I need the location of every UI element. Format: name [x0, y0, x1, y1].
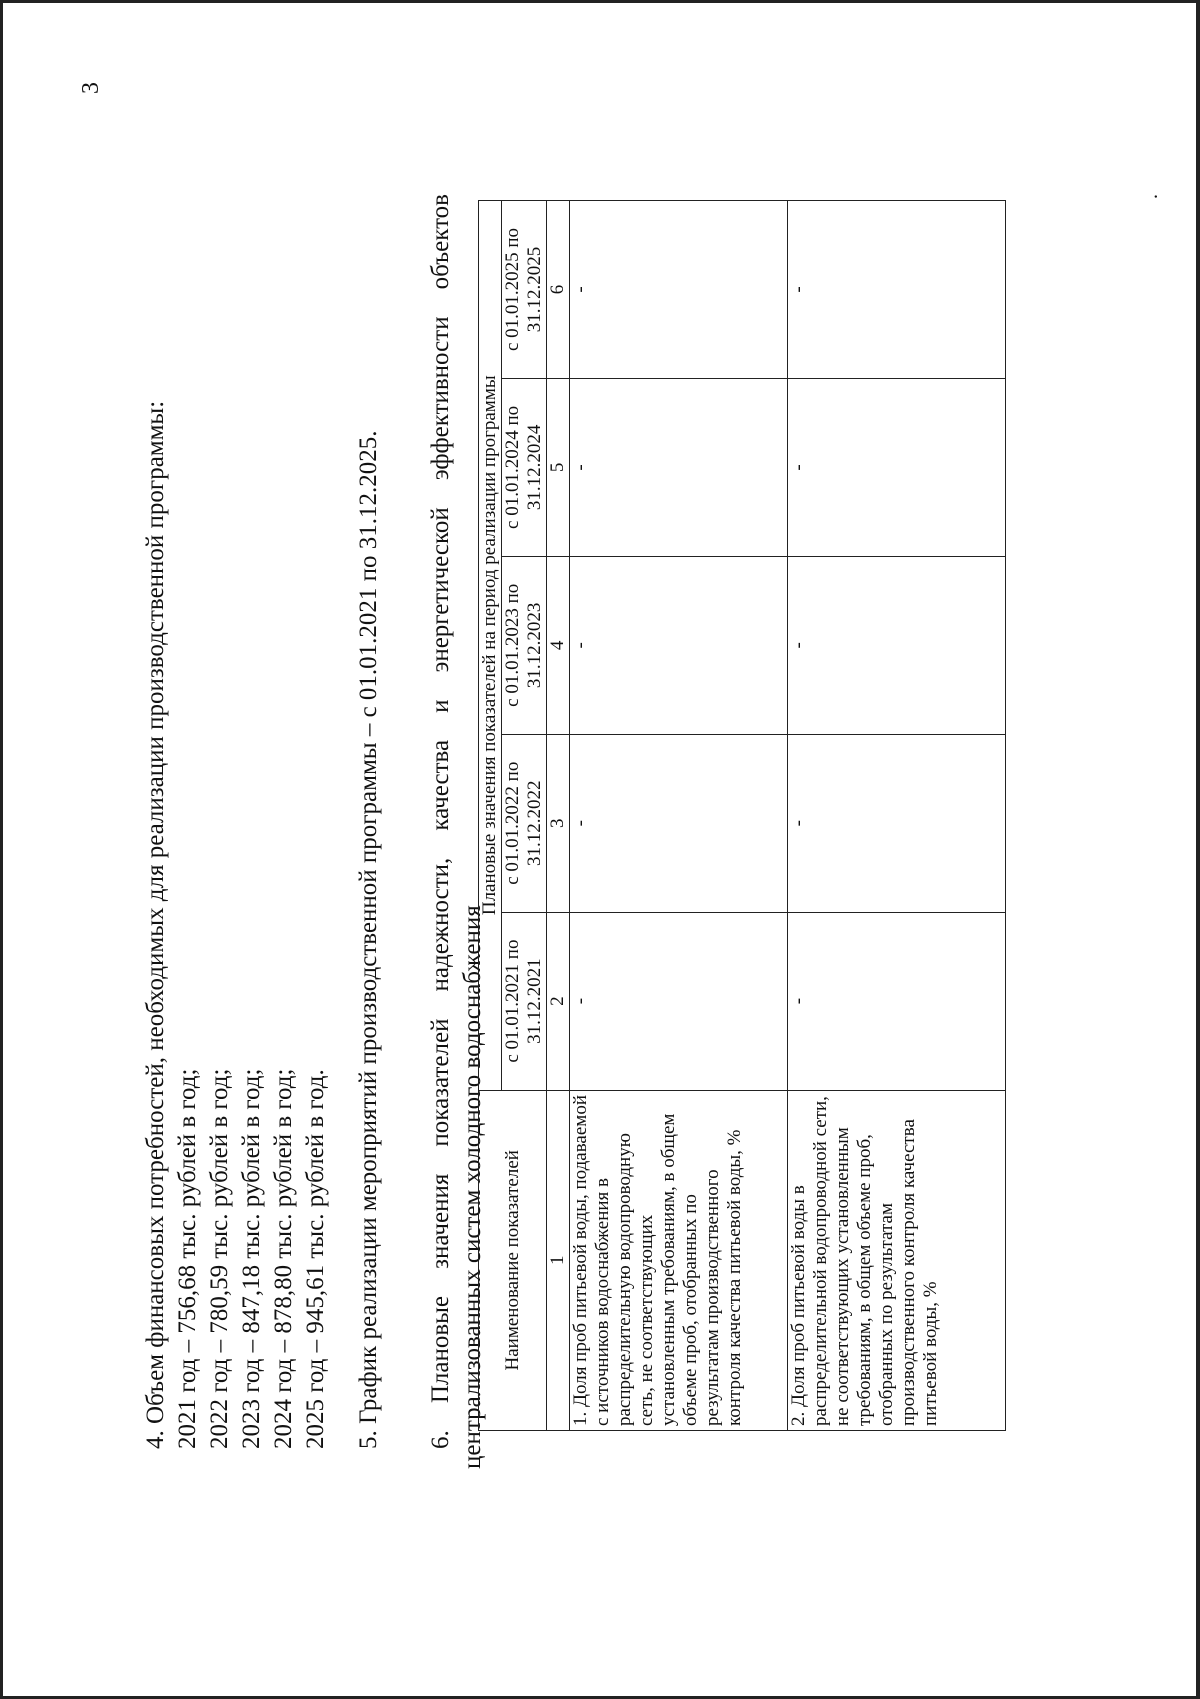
table-row	[788, 201, 1006, 1431]
section-4-heading: 4. Объем финансовых потребностей, необходимых для реализации производственной программы:	[142, 400, 169, 1449]
period-group-header: Плановые значения показателей на период реализации программы	[479, 201, 502, 1091]
section-5-schedule: 5. График реализации мероприятий производственной программы – с 01.01.2021 по 31.12.2025.	[355, 430, 382, 1449]
period-header: с 01.01.2022 по 31.12.2022	[502, 734, 547, 912]
column-number: 4	[547, 556, 570, 734]
column-number: 3	[547, 734, 570, 912]
year-line: 2021 год – 756,68 тыс. рублей в год;	[174, 1068, 201, 1449]
section-4-financial-needs	[140, 401, 332, 1449]
column-number: 2	[547, 912, 570, 1090]
period-header: с 01.01.2023 по 31.12.2023	[502, 556, 547, 734]
year-line: 2023 год – 847,18 тыс. рублей в год;	[238, 1068, 265, 1449]
indicators-table	[478, 200, 1006, 1431]
stray-mark: .	[1140, 194, 1162, 199]
column-number: 5	[547, 378, 570, 556]
page-number: 3	[78, 82, 104, 94]
indicator-value: -	[570, 556, 788, 734]
name-column-header: Наименование показателей	[479, 1090, 547, 1430]
period-header: с 01.01.2021 по 31.12.2021	[502, 912, 547, 1090]
indicator-name: 1. Доля проб питьевой воды, подаваемой с источников водоснабжения в распределительную водопроводную сеть, не соответствующих установленным требованиям, в общем объеме проб, отобранных по результатам производственного контроля качества питьевой воды, %	[570, 1090, 788, 1430]
period-header: с 01.01.2025 по 31.12.2025	[502, 201, 547, 379]
period-header: с 01.01.2024 по 31.12.2024	[502, 378, 547, 556]
indicator-value: -	[788, 912, 1006, 1090]
indicator-name: 2. Доля проб питьевой воды в распределительной водопроводной сети, не соответствующих установленным требованиям, в общем объеме проб, отобранных по результатам производственного контроля качества питьевой воды, %	[788, 1090, 1006, 1430]
section-6-heading-line-1: 6. Плановые значения показателей надежности, качества и энергетической эффективности объектов	[427, 194, 454, 1449]
section-6-heading-line-2: централизованных систем холодного водоснабжения	[459, 905, 486, 1469]
indicator-value: -	[788, 378, 1006, 556]
table-row	[570, 201, 788, 1431]
indicator-value: -	[788, 556, 1006, 734]
indicator-value: -	[570, 378, 788, 556]
indicator-value: -	[570, 201, 788, 379]
column-number: 1	[547, 1090, 570, 1430]
indicator-value: -	[788, 201, 1006, 379]
year-line: 2022 год – 780,59 тыс. рублей в год;	[206, 1068, 233, 1449]
indicator-value: -	[570, 912, 788, 1090]
indicator-value: -	[788, 734, 1006, 912]
year-line: 2025 год – 945,61 тыс. рублей в год.	[302, 1069, 329, 1449]
year-line: 2024 год – 878,80 тыс. рублей в год;	[270, 1068, 297, 1449]
indicator-value: -	[570, 734, 788, 912]
column-number: 6	[547, 201, 570, 379]
